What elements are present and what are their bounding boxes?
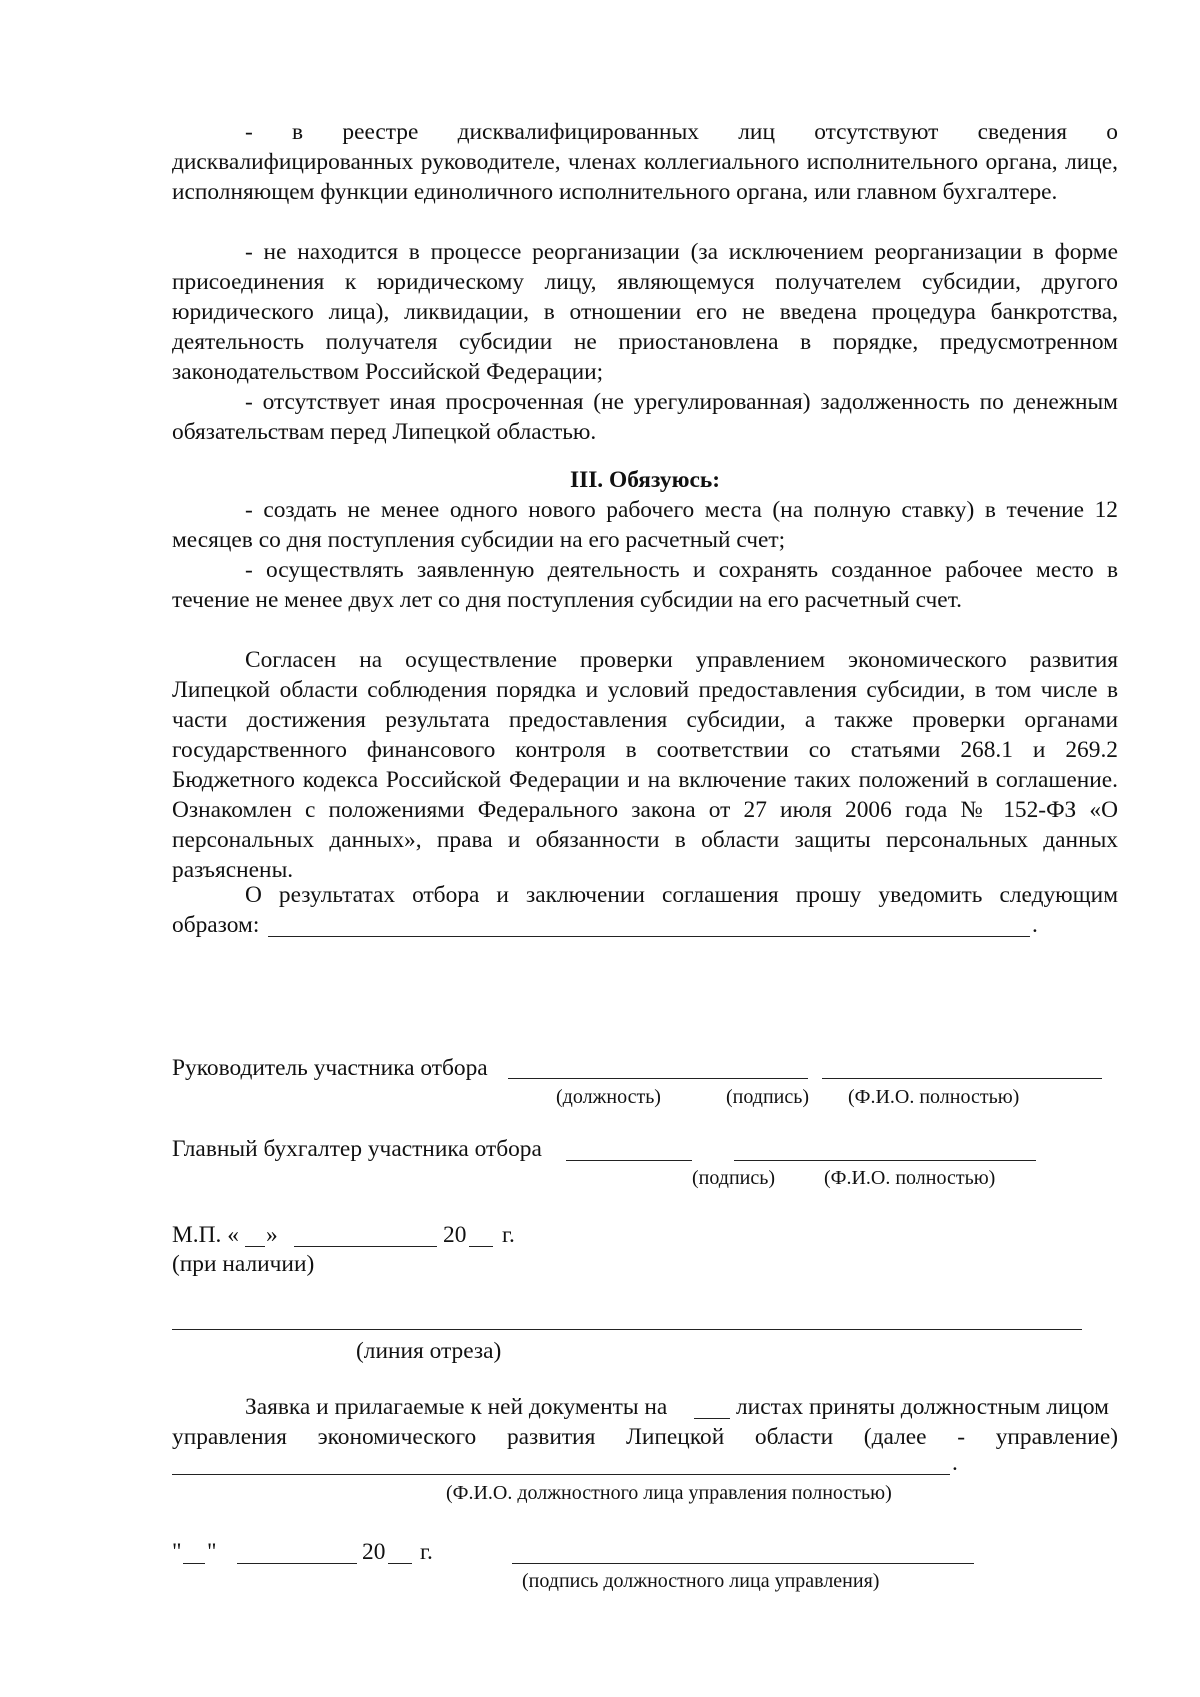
stamp-year-suffix: г. [502,1222,515,1248]
head-position-field[interactable] [508,1078,808,1079]
disqualified-persons-item: - в реестре дисквалифицированных лиц отсутствуют сведения о дисквалифицированных руководителе, членах коллегиального исполнительного органа, лице, исполняющем функции единоличного исполнительного органа, или главном бухгалтере. [172,119,1118,205]
stamp-year-prefix: 20 [443,1222,467,1248]
receipt-date-quote-close: " [207,1539,217,1565]
notify-line-1: О результатах отбора и заключении соглашения прошу уведомить следующим [245,882,1118,908]
head-label: Руководитель участника отбора [172,1055,488,1081]
notify-end-dot: . [1032,912,1038,938]
section-3-heading: III. Обязуюсь: [570,467,720,493]
cut-line-caption: (линия отреза) [356,1338,502,1364]
accountant-label: Главный бухгалтер участника отбора [172,1136,542,1162]
accountant-signature-caption: (подпись) [692,1167,776,1189]
create-job-item: - создать не менее одного нового рабочего места (на полную ставку) в течение 12 месяцев со дня поступления субсидии на его расчетный счет; [172,497,1118,553]
stamp-note: (при наличии) [172,1251,315,1277]
receipt-official-field[interactable] [172,1474,950,1475]
notify-method-field[interactable] [268,936,1030,937]
stamp-day-field[interactable] [245,1246,265,1247]
receipt-month-field[interactable] [237,1563,357,1564]
head-name-field[interactable] [822,1078,1102,1079]
head-fullname-caption: (Ф.И.О. полностью) [848,1086,1020,1108]
maintain-job-item: - осуществлять заявленную деятельность и сохранять созданное рабочее место в течение не менее двух лет со дня поступления субсидии на его расчетный счет. [172,557,1118,613]
stamp-month-field[interactable] [294,1246,437,1247]
receipt-year-prefix: 20 [362,1539,386,1565]
debt-item: - отсутствует иная просроченная (не урегулированная) задолженность по денежным обязательствам перед Липецкой областью. [172,389,1118,445]
receipt-line-3-end: . [952,1450,958,1476]
receipt-line-2: управления экономического развития Липецкой области (далее - управление) [172,1424,1118,1450]
stamp-year-field[interactable] [469,1246,493,1247]
accountant-name-field[interactable] [734,1160,1036,1161]
cut-line [172,1329,1082,1330]
accountant-fullname-caption: (Ф.И.О. полностью) [824,1167,996,1189]
stamp-quote-close: » [266,1222,278,1248]
receipt-official-caption: (Ф.И.О. должностного лица управления полностью) [446,1482,892,1504]
receipt-line-1-end: листах приняты должностным лицом [736,1394,1109,1420]
receipt-signature-caption: (подпись должностного лица управления) [522,1570,880,1592]
receipt-year-suffix: г. [420,1539,433,1565]
consent-paragraph: Согласен на осуществление проверки управлением экономического развития Липецкой области соблюдения порядка и условий предоставления субсидии, в том числе в части достижения результата предоставления субсидии, а также проверки органами государственного финансового контроля в соответствии со статьями 268.1 и 269.2 Бюджетного кодекса Российской Федерации и на включение таких положений в соглашение. Ознакомлен с положениями Федерального закона от 27 июля 2006 года № 152-ФЗ «О персональных данных», права и обязанности в области защиты персональных данных разъяснены. [172,647,1118,883]
accountant-signature-field[interactable] [566,1160,692,1161]
reorganization-item: - не находится в процессе реорганизации (за исключением реорганизации в форме присоединения к юридическому лицу, являющемуся получателем субсидии, другого юридического лица), ликвидации, в отношении его не введена процедура банкротства, деятельность получателя субсидии не приостановлена в порядке, предусмотренном законодательством Российской Федерации; [172,239,1118,385]
head-signature-caption: (подпись) [726,1086,810,1108]
receipt-line-1-start: Заявка и прилагаемые к ней документы на [245,1394,668,1420]
receipt-year-field[interactable] [388,1563,412,1564]
receipt-signature-field[interactable] [512,1563,974,1564]
notify-label: образом: [172,912,260,938]
stamp-prefix: М.П. « [172,1222,239,1248]
head-position-caption: (должность) [556,1086,661,1108]
receipt-date-quote-open: " [172,1539,182,1565]
receipt-day-field[interactable] [183,1563,205,1564]
receipt-sheets-field[interactable] [694,1418,730,1419]
